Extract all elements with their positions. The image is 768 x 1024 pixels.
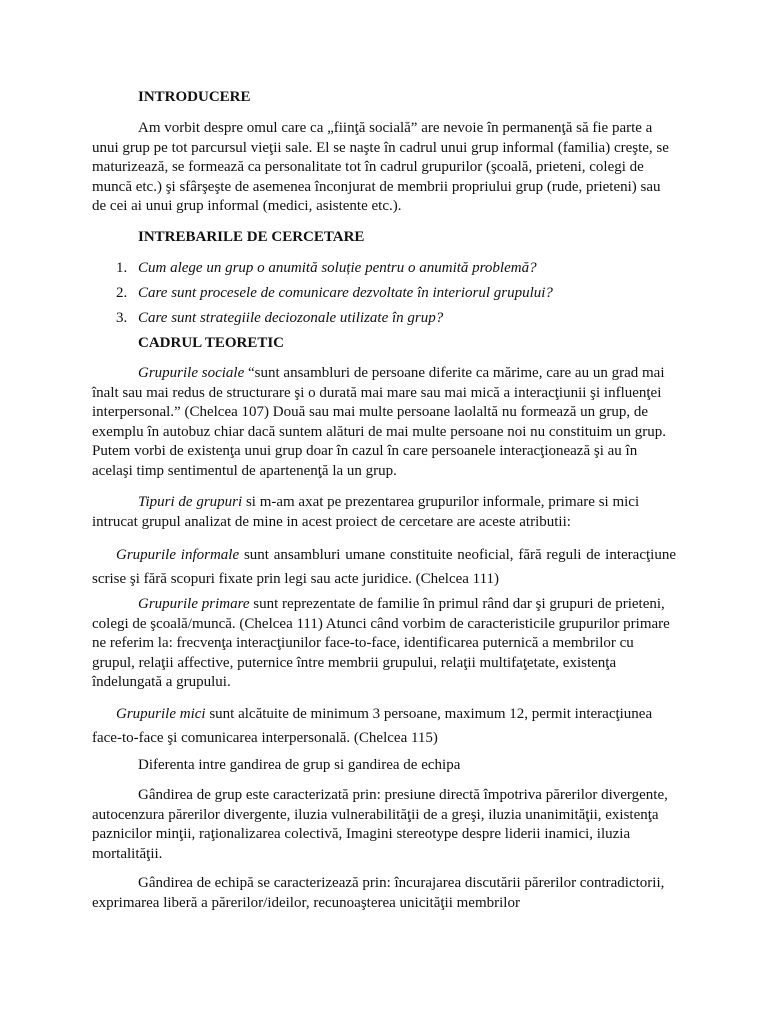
- term-tipuri-grupuri: Tipuri de grupuri: [138, 494, 243, 510]
- paragraph-grupuri-sociale: [92, 364, 676, 481]
- list-item: [92, 309, 676, 334]
- term-grupuri-sociale: Grupurile sociale: [138, 365, 245, 381]
- paragraph-grupuri-informale: [92, 543, 676, 591]
- text-grupuri-primare: sunt reprezentate de familie în primul rând dar şi grupuri de prieteni, colegi de şcoală/muncă. (Chelcea 111) Atunci când vorbim de caracteristicile grupurilor primare ne referim la: frecvenţa interacţiunilor face-to-face, identificarea puternică a membrilor cu grupul, relaţii affective, puternice între membrii grupului, relaţii multifaţetate, existenţa îndelungată a grupului.: [92, 596, 670, 690]
- heading-cadrul-teoretic: CADRUL TEORETIC: [138, 335, 285, 351]
- text-grupuri-sociale: “sunt ansambluri de persoane diferite ca mărime, care au un grad mai înalt sau mai redus de structurare şi o durată mai mare sau mai mică a interacţiunii şi influenţei interpersonal.” (Chelcea 107) Două sau mai multe persoane laolaltă nu formează un grup, de exemplu în autobuz chiar dacă suntem alături de mai multe persoane noi nu constituim un grup. Putem vorbi de existenţa unui grup doar în cazul în care persoanele interacţionează şi au în acelaşi timp sentimentul de apartenenţă la un grup.: [92, 365, 667, 479]
- paragraph-tipuri-grupuri: [92, 493, 676, 532]
- text-tipuri-grupuri: si m-am axat pe prezentarea grupurilor informale, primare si mici intrucat grupul analizat de mine in acest proiect de cercetare are aceste atributii:: [92, 494, 640, 530]
- paragraph-gandirea-de-echipa: Gândirea de echipă se caracterizează prin: încurajarea discutării părerilor contradictorii, exprimarea liberă a părerilor/ideilor, recunoaşterea unicităţii membrilor: [92, 875, 665, 911]
- research-questions-list: [92, 259, 676, 334]
- heading-intrebari: INTREBARILE DE CERCETARE: [138, 229, 365, 245]
- term-grupuri-primare: Grupurile primare: [138, 596, 250, 612]
- list-number: 2.: [116, 285, 128, 301]
- paragraph-introducere: Am vorbit despre omul care ca „fiinţă socială” are nevoie în permanenţă să fie parte a unui grup pe tot parcursul vieţii sale. El se naşte în cadrul unui grup informal (familia) creşte, se maturizează, se formează ca personalitate tot în cadrul grupurilor (şcoală, prieteni, colegi de muncă etc.) şi sfârşeşte de asemenea înconjurat de membrii propriului grup (rude, prieteni) sau de cei ai unui grup informal (medici, asistente etc.).: [92, 120, 669, 214]
- paragraph-gandirea-de-grup: Gândirea de grup este caracterizată prin: presiune directă împotriva părerilor divergente, autocenzura părerilor divergente, iluzia vulnerabilităţii de a greşi, iluzia unanimităţii, existenţa paznicilor minţii, raţionalizarea colectivă, Imagini stereotype despre liderii inamici, iluzia mortalităţii.: [92, 787, 668, 862]
- text-grupuri-informale: sunt ansambluri umane constituite neoficial, fără reguli de interacţiune scrise şi fără scopuri fixate prin legi sau acte juridice. (Chelcea 111): [92, 547, 676, 587]
- list-number: 1.: [116, 260, 128, 276]
- list-item: [92, 259, 676, 284]
- paragraph-grupuri-mici: [92, 702, 676, 750]
- question-text: Care sunt procesele de comunicare dezvoltate în interiorul grupului?: [138, 285, 553, 301]
- question-text: Care sunt strategiile deciozonale utilizate în grup?: [138, 310, 444, 326]
- list-item: [92, 284, 676, 309]
- paragraph-grupuri-primare: [92, 595, 676, 693]
- term-grupuri-mici: Grupurile mici: [116, 706, 206, 722]
- term-grupuri-informale: Grupurile informale: [116, 547, 240, 563]
- heading-introducere: INTRODUCERE: [138, 89, 251, 105]
- text-grupuri-mici: sunt alcătuite de minimum 3 persoane, maximum 12, permit interacţiunea face-to-face şi comunicarea interpersonală. (Chelcea 115): [92, 706, 653, 746]
- question-text: Cum alege un grup o anumită soluție pentru o anumită problemă?: [138, 260, 537, 276]
- paragraph-diferenta: Diferenta intre gandirea de grup si gandirea de echipa: [138, 757, 461, 773]
- list-number: 3.: [116, 310, 128, 326]
